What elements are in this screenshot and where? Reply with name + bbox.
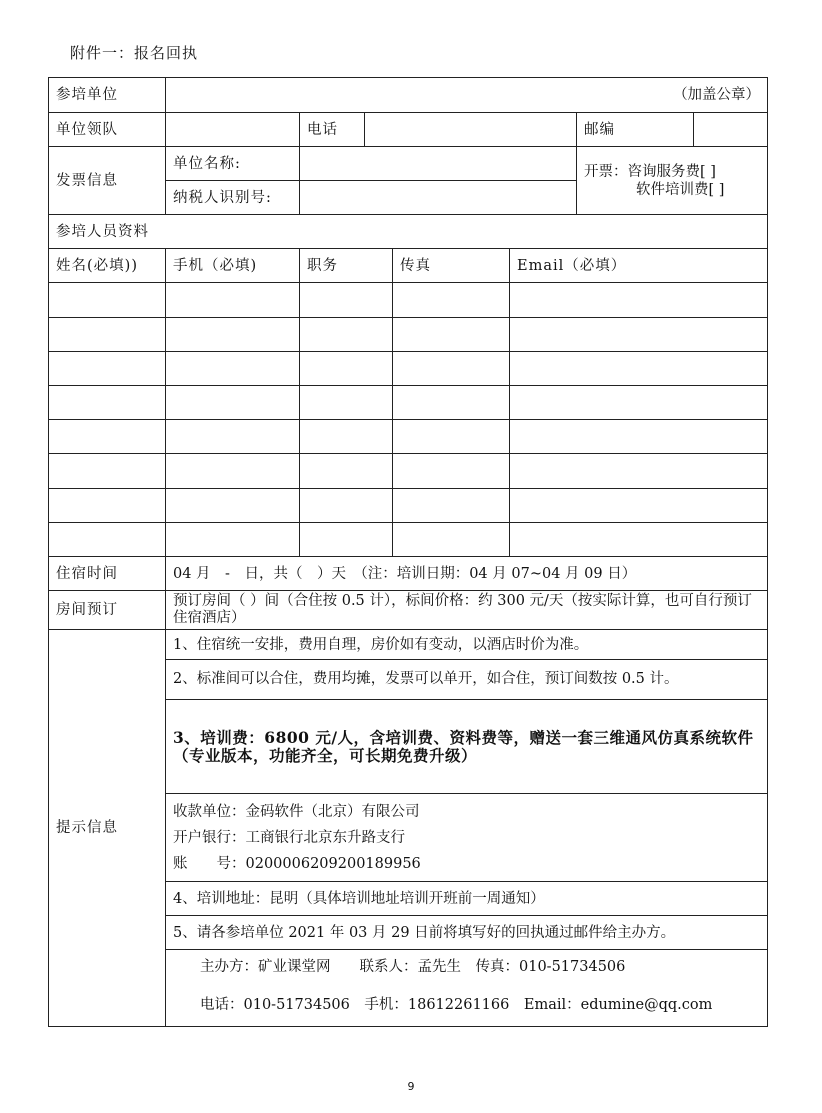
unit-label: 参培单位: [49, 78, 166, 113]
attendee-row: [49, 489, 768, 523]
notice-5: 5、请各参培单位 2021 年 03 月 29 日前将填写好的回执通过邮件给主办方。: [166, 916, 768, 950]
col-fax: 传真: [393, 249, 510, 283]
attendee-name-cell[interactable]: [49, 283, 166, 318]
attendee-position-cell[interactable]: [300, 352, 393, 386]
leader-label: 单位领队: [49, 113, 166, 147]
seal-note: （加盖公章）: [673, 87, 761, 103]
attendee-position-cell[interactable]: [300, 523, 393, 557]
attendee-position-cell[interactable]: [300, 386, 393, 420]
notice-2: 2、标准间可以合住，费用均摊，发票可以单开，如合住，预订间数按 0.5 计。: [166, 660, 768, 700]
attendee-fax-cell[interactable]: [393, 420, 510, 454]
room-label: 房间预订: [49, 591, 166, 630]
attendee-row: [49, 523, 768, 557]
attendee-row: [49, 454, 768, 489]
page-number: 9: [407, 1080, 415, 1093]
attendee-mobile-cell[interactable]: [166, 489, 300, 523]
attendee-email-cell[interactable]: [510, 523, 768, 557]
attendee-name-cell[interactable]: [49, 352, 166, 386]
attendee-position-cell[interactable]: [300, 283, 393, 318]
col-mobile: 手机（必填): [166, 249, 300, 283]
page-heading: 附件一：报名回执: [70, 44, 199, 62]
organizer-line: 主办方：矿业课堂网 联系人：孟先生 传真：010-51734506: [166, 950, 768, 984]
attendee-email-cell[interactable]: [510, 386, 768, 420]
phone-field[interactable]: [365, 113, 577, 147]
payment-info: [166, 794, 768, 882]
attendee-name-cell[interactable]: [49, 454, 166, 489]
attendee-email-cell[interactable]: [510, 283, 768, 318]
attendee-fax-cell[interactable]: [393, 318, 510, 352]
attendee-mobile-cell[interactable]: [166, 420, 300, 454]
attendee-row: [49, 386, 768, 420]
unit-field[interactable]: [166, 78, 768, 113]
col-email: Email（必填）: [510, 249, 768, 283]
attendee-email-cell[interactable]: [510, 489, 768, 523]
attendee-email-cell[interactable]: [510, 454, 768, 489]
notice-3-fee: 3、培训费：6800 元/人，含培训费、资料费等，赠送一套三维通风仿真系统软件（专业版本，功能齐全，可长期免费升级）: [166, 700, 768, 794]
attendee-fax-cell[interactable]: [393, 386, 510, 420]
attendee-position-cell[interactable]: [300, 489, 393, 523]
attendee-name-cell[interactable]: [49, 420, 166, 454]
company-name-label: 单位名称:: [166, 147, 300, 181]
attendee-email-cell[interactable]: [510, 352, 768, 386]
attendee-row: [49, 420, 768, 454]
attendee-row: [49, 318, 768, 352]
postcode-label: 邮编: [577, 113, 694, 147]
attendee-position-cell[interactable]: [300, 454, 393, 489]
invoice-type-software: 软件培训费[ ]: [636, 181, 725, 198]
attendee-fax-cell[interactable]: [393, 489, 510, 523]
bank: 开户银行：工商银行北京东升路支行: [173, 829, 405, 846]
invoice-label: 发票信息: [49, 147, 166, 215]
attendee-position-cell[interactable]: [300, 420, 393, 454]
attendees-label: 参培人员资料: [49, 215, 768, 249]
attendee-name-cell[interactable]: [49, 318, 166, 352]
attendee-position-cell[interactable]: [300, 318, 393, 352]
notice-label: 提示信息: [49, 630, 166, 1027]
invoice-type-consulting: 开票：咨询服务费[ ]: [584, 163, 716, 180]
attendee-mobile-cell[interactable]: [166, 523, 300, 557]
attendee-row: [49, 352, 768, 386]
attendee-fax-cell[interactable]: [393, 283, 510, 318]
registration-form: [48, 77, 768, 1027]
attendee-mobile-cell[interactable]: [166, 318, 300, 352]
stay-label: 住宿时间: [49, 557, 166, 591]
attendee-fax-cell[interactable]: [393, 352, 510, 386]
col-position: 职务: [300, 249, 393, 283]
payee: 收款单位：金码软件（北京）有限公司: [173, 803, 420, 820]
col-name: 姓名(必填)): [49, 249, 166, 283]
notice-4: 4、培训地址：昆明（具体培训地址培训开班前一周通知）: [166, 882, 768, 916]
invoice-type-box[interactable]: [577, 147, 768, 215]
attendee-name-cell[interactable]: [49, 523, 166, 557]
attendee-mobile-cell[interactable]: [166, 352, 300, 386]
attendee-fax-cell[interactable]: [393, 523, 510, 557]
account-number: 账 号：0200006209200189956: [173, 855, 421, 872]
attendee-fax-cell[interactable]: [393, 454, 510, 489]
tax-id-field[interactable]: [300, 181, 577, 215]
attendee-name-cell[interactable]: [49, 386, 166, 420]
phone-label: 电话: [300, 113, 365, 147]
attendee-email-cell[interactable]: [510, 318, 768, 352]
postcode-field[interactable]: [694, 113, 768, 147]
attendee-mobile-cell[interactable]: [166, 283, 300, 318]
room-text[interactable]: 预订房间（ ）间（合住按 0.5 计），标间价格：约 300 元/天（按实际计算，也可自行预订住宿酒店）: [166, 591, 768, 630]
contact-line: 电话：010-51734506 手机：18612261166 Email：edumine@qq.com: [166, 984, 768, 1027]
attendee-mobile-cell[interactable]: [166, 454, 300, 489]
attendee-mobile-cell[interactable]: [166, 386, 300, 420]
attendee-row: [49, 283, 768, 318]
notice-1: 1、住宿统一安排，费用自理，房价如有变动，以酒店时价为准。: [166, 630, 768, 660]
leader-field[interactable]: [166, 113, 300, 147]
tax-id-label: 纳税人识别号:: [166, 181, 300, 215]
attendee-name-cell[interactable]: [49, 489, 166, 523]
attendee-email-cell[interactable]: [510, 420, 768, 454]
stay-text[interactable]: 04 月 - 日，共（ ）天 （注：培训日期：04 月 07~04 月 09 日）: [166, 557, 768, 591]
company-name-field[interactable]: [300, 147, 577, 181]
